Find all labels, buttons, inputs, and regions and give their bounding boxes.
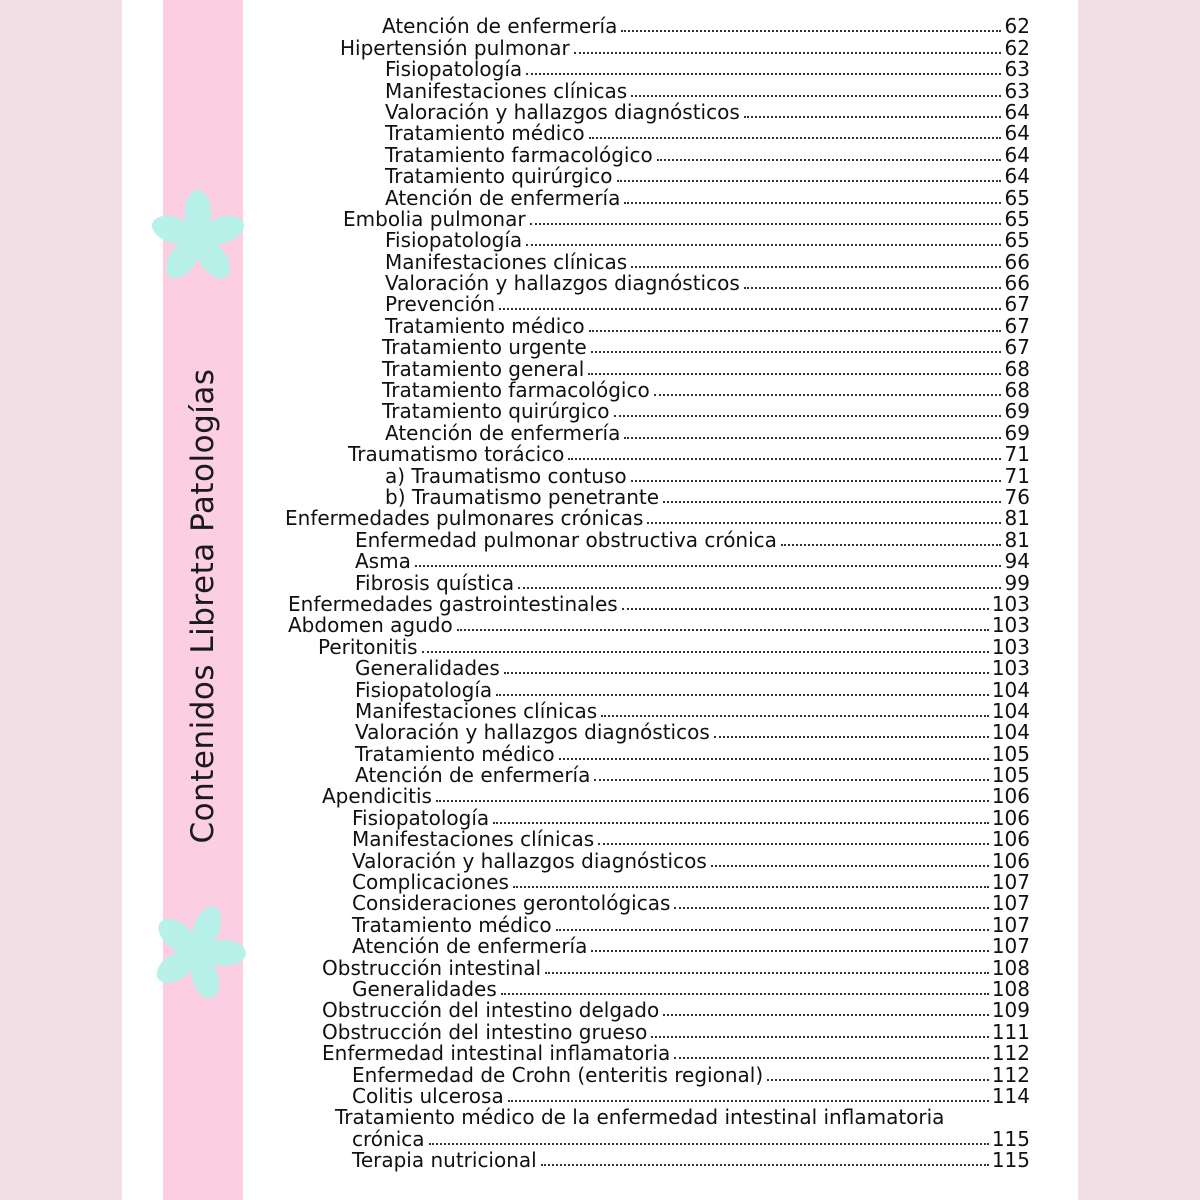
toc-entry-title: Asma [355, 549, 411, 574]
dot-leader [591, 950, 988, 952]
dot-leader [501, 993, 989, 995]
toc-entry-page: 106 [991, 827, 1030, 852]
toc-entry [285, 1150, 1030, 1171]
toc-entry [285, 743, 1030, 764]
toc-entry [285, 358, 1030, 379]
toc-entry [285, 508, 1030, 529]
toc-entry-title: crónica [352, 1126, 425, 1151]
toc-entry [285, 957, 1030, 978]
dot-leader [436, 800, 989, 802]
toc-entry-page: 65 [1004, 185, 1030, 210]
toc-entry-title: Tratamiento farmacológico [385, 142, 653, 167]
toc-entry-title: Obstrucción intestinal [322, 955, 542, 980]
dot-leader [674, 907, 988, 909]
toc-entry-title: Manifestaciones clínicas [385, 78, 628, 103]
dot-leader [574, 52, 1001, 54]
toc-entry [285, 337, 1030, 358]
toc-entry [285, 529, 1030, 550]
toc-entry [285, 636, 1030, 657]
toc-entry-title: Tratamiento médico [385, 313, 585, 338]
toc-entry-title: Enfermedades pulmonares crónicas [285, 506, 644, 531]
toc-entry-title: a) Traumatismo contuso [385, 463, 627, 488]
toc-entry-title: Embolia pulmonar [343, 206, 526, 231]
dot-leader [654, 394, 1001, 396]
toc-entry-title: Tratamiento quirúrgico [385, 164, 613, 189]
toc-entry [285, 37, 1030, 58]
toc-entry-page: 106 [991, 784, 1030, 809]
toc-entry [285, 722, 1030, 743]
dot-leader [422, 651, 989, 653]
toc-entry-title: Generalidades [355, 656, 500, 681]
toc-entry-page: 105 [991, 763, 1030, 788]
toc-entry [285, 401, 1030, 422]
toc-entry-page: 108 [991, 976, 1030, 1001]
toc-entry-page: 66 [1004, 249, 1030, 274]
toc-entry-title: Atención de enfermería [382, 14, 618, 39]
toc-entry [285, 1021, 1030, 1042]
toc-entry-page: 65 [1004, 228, 1030, 253]
flower-icon [150, 190, 246, 286]
dot-leader [621, 30, 1001, 32]
toc-entry-title: Complicaciones [352, 870, 509, 895]
toc-entry-title: Enfermedad intestinal inflamatoria [322, 1041, 671, 1066]
toc-entry-title: Enfermedad de Crohn (enteritis regional) [352, 1062, 764, 1087]
toc-entry-page: 65 [1004, 206, 1030, 231]
toc-entry-page: 115 [991, 1148, 1030, 1173]
toc-entry-page: 104 [991, 698, 1030, 723]
toc-entry-page: 104 [991, 677, 1030, 702]
toc-entry [285, 422, 1030, 443]
toc-entry-title: Manifestaciones clínicas [385, 249, 628, 274]
toc-entry-page: 67 [1004, 335, 1030, 360]
dot-leader [614, 415, 1002, 417]
toc-entry [285, 465, 1030, 486]
dot-leader [714, 736, 989, 738]
toc-entry-title: Enfermedad pulmonar obstructiva crónica [355, 527, 777, 552]
dot-leader [663, 1014, 989, 1016]
toc-entry [285, 99, 1030, 124]
toc-entry [285, 484, 1030, 509]
toc-entry [285, 679, 1030, 700]
toc-entry [285, 893, 1030, 914]
toc-entry-page: 108 [991, 955, 1030, 980]
toc-entry-page: 66 [1004, 271, 1030, 296]
toc-entry-page: 112 [991, 1062, 1030, 1087]
toc-entry-title: b) Traumatismo penetrante [385, 484, 660, 509]
toc-entry-page: 112 [991, 1041, 1030, 1066]
toc-entry-page: 107 [991, 934, 1030, 959]
toc-entry-title: Fisiopatología [352, 805, 490, 830]
toc-entry-title: Generalidades [352, 976, 497, 1001]
dot-leader [631, 266, 1001, 268]
toc-entry [285, 166, 1030, 187]
toc-entry-title: Manifestaciones clínicas [355, 698, 598, 723]
dot-leader [622, 608, 989, 610]
toc-entry [285, 16, 1030, 37]
dot-leader [496, 694, 989, 696]
toc-entry [285, 807, 1030, 828]
dot-leader [541, 1164, 989, 1166]
toc-entry [285, 1107, 1030, 1128]
dot-leader [508, 1100, 989, 1102]
toc-entry-title: Tratamiento médico [355, 741, 555, 766]
toc-entry-title: Manifestaciones clínicas [352, 827, 595, 852]
dot-leader [663, 501, 1001, 503]
toc-entry-page: 64 [1004, 99, 1030, 124]
dot-leader [530, 223, 1001, 225]
dot-leader [617, 180, 1002, 182]
dot-leader [504, 672, 989, 674]
toc-entry [285, 123, 1030, 144]
toc-entry [285, 230, 1030, 251]
toc-entry-page: 111 [991, 1019, 1030, 1044]
dot-leader [429, 1143, 989, 1145]
dot-leader [651, 1036, 988, 1038]
dot-leader [556, 929, 989, 931]
toc-entry [285, 444, 1030, 465]
dot-leader [499, 308, 1001, 310]
toc-entry-page: 71 [1004, 463, 1030, 488]
toc-entry-title: Atención de enfermería [385, 420, 621, 445]
toc-entry [285, 273, 1030, 294]
toc-entry [285, 1064, 1030, 1085]
toc-entry-page: 68 [1004, 378, 1030, 403]
toc-entry [285, 315, 1030, 336]
toc-entry [285, 1128, 1030, 1149]
dot-leader [591, 351, 1001, 353]
toc-entry [285, 658, 1030, 679]
dot-leader [767, 1079, 989, 1081]
dot-leader [568, 458, 1001, 460]
dot-leader [744, 287, 1001, 289]
dot-leader [624, 202, 1001, 204]
dot-leader [457, 629, 989, 631]
dot-leader [559, 758, 989, 760]
dot-leader [601, 715, 989, 717]
toc-entry-page: 62 [1004, 14, 1030, 39]
toc-entry-page: 64 [1004, 121, 1030, 146]
toc-entry [285, 1083, 1030, 1108]
dot-leader [624, 437, 1001, 439]
toc-entry-page: 81 [1004, 527, 1030, 552]
dot-leader [588, 373, 1001, 375]
toc-entry [285, 380, 1030, 401]
toc-entry-title: Atención de enfermería [352, 934, 588, 959]
toc-entry-title: Tratamiento médico [385, 121, 585, 146]
toc-entry-title: Prevención [385, 292, 496, 317]
dot-leader [631, 480, 1001, 482]
toc-entry-page: 67 [1004, 292, 1030, 317]
toc-entry-page: 109 [991, 998, 1030, 1023]
toc-entry [285, 572, 1030, 593]
dot-leader [781, 544, 1001, 546]
toc-entry-title: Tratamiento urgente [382, 335, 587, 360]
dot-leader [657, 159, 1001, 161]
toc-entry-title: Valoración y hallazgos diagnósticos [385, 99, 740, 124]
toc-entry [285, 551, 1030, 572]
toc-entry [285, 936, 1030, 957]
toc-entry-page: 64 [1004, 142, 1030, 167]
dot-leader [513, 886, 989, 888]
toc-entry [285, 591, 1030, 616]
toc-entry-page: 99 [1004, 570, 1030, 595]
dot-leader [589, 137, 1001, 139]
toc-entry-title: Tratamiento farmacológico [382, 378, 650, 403]
dot-leader [526, 244, 1001, 246]
toc-entry [285, 786, 1030, 807]
toc-entry-title: Abdomen agudo [288, 613, 453, 638]
toc-entry [285, 1043, 1030, 1064]
toc-entry-title: Peritonitis [318, 634, 418, 659]
table-of-contents [285, 16, 1030, 1171]
dot-leader [545, 972, 989, 974]
toc-entry-page: 81 [1004, 506, 1030, 531]
toc-entry-title: Apendicitis [322, 784, 432, 809]
toc-entry-title: Obstrucción del intestino grueso [322, 1019, 648, 1044]
toc-entry-title: Tratamiento general [382, 356, 585, 381]
toc-entry-title: Fisiopatología [355, 677, 493, 702]
toc-entry-title: Obstrucción del intestino delgado [322, 998, 660, 1023]
toc-entry-page: 76 [1004, 484, 1030, 509]
dot-leader [594, 779, 988, 781]
toc-entry-title: Atención de enfermería [355, 763, 591, 788]
sidebar-title: Contenidos Libreta Patologías [185, 368, 221, 844]
toc-entry [285, 765, 1030, 786]
toc-entry-page: 69 [1004, 399, 1030, 424]
dot-leader [518, 587, 1001, 589]
toc-entry-page: 107 [991, 891, 1030, 916]
toc-entry [285, 294, 1030, 315]
toc-entry-title: Valoración y hallazgos diagnósticos [385, 271, 740, 296]
dot-leader [674, 1057, 989, 1059]
toc-entry [285, 1000, 1030, 1021]
toc-entry-page: 106 [991, 848, 1030, 873]
toc-entry-title: Terapia nutricional [352, 1148, 537, 1173]
toc-entry-page: 68 [1004, 356, 1030, 381]
toc-entry [285, 80, 1030, 101]
toc-entry [285, 206, 1030, 231]
dot-leader [493, 822, 989, 824]
toc-entry-page: 104 [991, 720, 1030, 745]
toc-entry-page: 69 [1004, 420, 1030, 445]
toc-entry-page: 62 [1004, 35, 1030, 60]
toc-entry-title: Fibrosis quística [355, 570, 515, 595]
toc-entry [285, 914, 1030, 935]
dot-leader [598, 843, 989, 845]
toc-entry-title: Fisiopatología [385, 228, 523, 253]
toc-entry-page: 107 [991, 870, 1030, 895]
toc-entry-title: Consideraciones gerontológicas [352, 891, 671, 916]
toc-entry-page: 63 [1004, 78, 1030, 103]
toc-entry [285, 144, 1030, 165]
toc-entry [285, 872, 1030, 893]
toc-entry-page: 107 [991, 912, 1030, 937]
toc-entry [285, 698, 1030, 723]
toc-entry-page: 103 [991, 613, 1030, 638]
dot-leader [744, 116, 1001, 118]
toc-entry-page: 106 [991, 805, 1030, 830]
dot-leader [415, 565, 1001, 567]
toc-entry-page: 103 [991, 634, 1030, 659]
toc-entry-title: Traumatismo torácico [348, 442, 565, 467]
toc-entry [285, 59, 1030, 80]
toc-entry [285, 615, 1030, 636]
dot-leader [526, 73, 1001, 75]
toc-entry-page: 103 [991, 591, 1030, 616]
toc-entry-title: Valoración y hallazgos diagnósticos [355, 720, 710, 745]
toc-entry-page: 67 [1004, 313, 1030, 338]
toc-entry [285, 850, 1030, 871]
toc-entry-title: Fisiopatología [385, 57, 523, 82]
toc-entry [285, 829, 1030, 850]
toc-entry-page: 94 [1004, 549, 1030, 574]
dot-leader [631, 95, 1001, 97]
toc-entry-title: Tratamiento quirúrgico [382, 399, 610, 424]
toc-entry-page: 114 [991, 1083, 1030, 1108]
dot-leader [711, 865, 989, 867]
dot-leader [589, 330, 1001, 332]
toc-entry-title: Tratamiento médico de la enfermedad intestinal inflamatoria [335, 1105, 945, 1130]
toc-entry-page: 71 [1004, 442, 1030, 467]
toc-entry-title: Tratamiento médico [352, 912, 552, 937]
toc-entry-title: Enfermedades gastrointestinales [288, 591, 618, 616]
toc-entry-page: 63 [1004, 57, 1030, 82]
toc-entry-page: 115 [991, 1126, 1030, 1151]
toc-entry-page: 105 [991, 741, 1030, 766]
toc-entry [285, 251, 1030, 272]
dot-leader [647, 522, 1001, 524]
toc-entry-title: Colitis ulcerosa [352, 1083, 504, 1108]
toc-entry-page: 103 [991, 656, 1030, 681]
toc-entry [285, 976, 1030, 1001]
toc-entry-title: Valoración y hallazgos diagnósticos [352, 848, 707, 873]
toc-entry [285, 187, 1030, 208]
toc-entry-title: Hipertensión pulmonar [340, 35, 570, 60]
flower-icon [150, 904, 246, 1000]
toc-entry-title: Atención de enfermería [385, 185, 621, 210]
toc-entry-page: 64 [1004, 164, 1030, 189]
